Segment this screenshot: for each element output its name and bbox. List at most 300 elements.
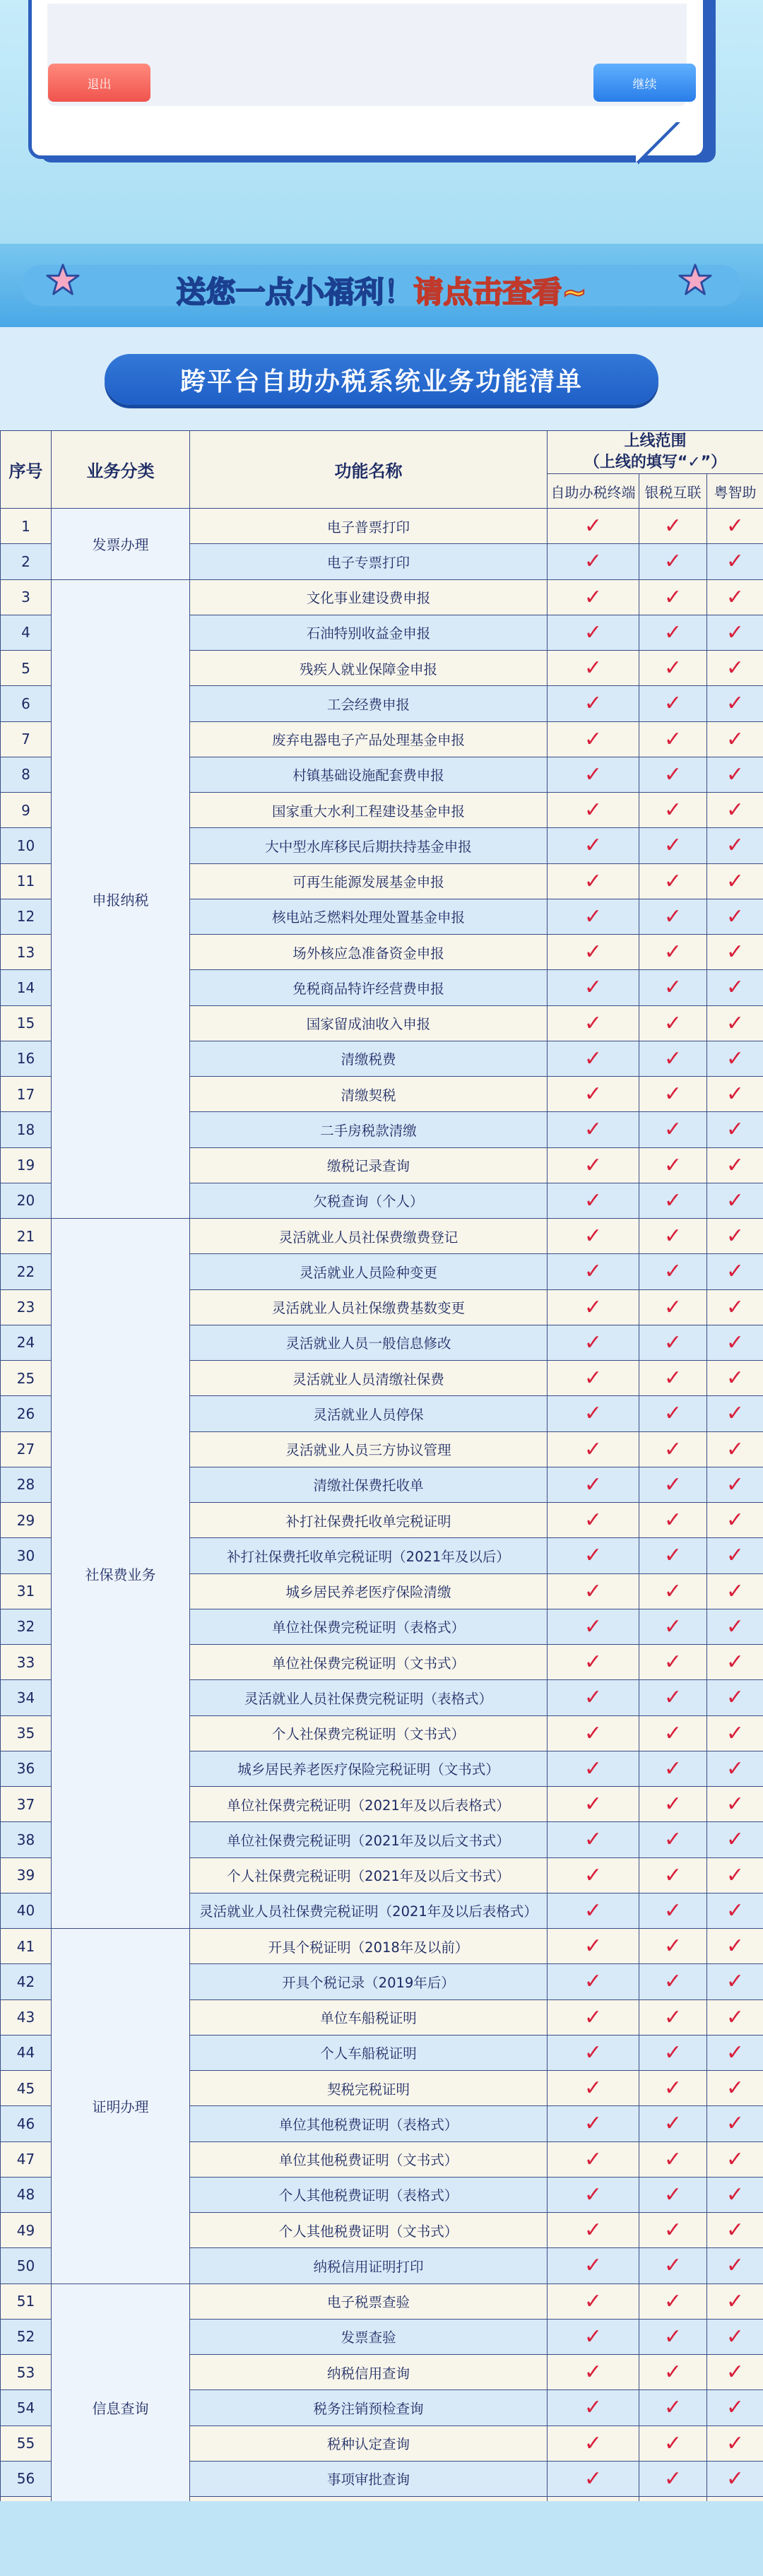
exit-button[interactable]: 退出 — [48, 64, 150, 102]
function-name: 灵活就业人员清缴社保费 — [190, 1361, 548, 1396]
check-mark-icon: ✓ — [639, 1929, 707, 1964]
check-mark-icon: ✓ — [548, 1183, 639, 1218]
row-number: 32 — [1, 1609, 52, 1644]
row-number: 18 — [1, 1112, 52, 1147]
check-mark-icon: ✓ — [548, 1041, 639, 1076]
check-mark-icon: ✓ — [639, 970, 707, 1005]
continue-button[interactable]: 继续 — [593, 64, 696, 102]
check-mark-icon: ✓ — [548, 686, 639, 721]
check-mark-icon: ✓ — [639, 579, 707, 615]
check-mark-icon: ✓ — [548, 2141, 639, 2177]
check-mark-icon: ✓ — [548, 721, 639, 757]
check-mark-icon: ✓ — [707, 1361, 763, 1396]
row-number: 11 — [1, 863, 52, 899]
check-mark-icon: ✓ — [639, 2106, 707, 2141]
check-mark-icon: ✓ — [707, 1005, 763, 1041]
check-mark-icon: ✓ — [707, 1467, 763, 1502]
check-mark-icon: ✓ — [548, 1609, 639, 1644]
header-range-line2: （上线的填写“✓”） — [584, 454, 727, 471]
check-mark-icon: ✓ — [548, 1999, 639, 2035]
check-mark-icon: ✓ — [639, 1822, 707, 1857]
check-mark-icon: ✓ — [707, 1538, 763, 1573]
check-mark-icon: ✓ — [707, 1147, 763, 1183]
check-mark-icon: ✓ — [548, 1361, 639, 1396]
check-mark-icon: ✓ — [707, 1077, 763, 1112]
check-mark-icon: ✓ — [639, 935, 707, 970]
row-number: 3 — [1, 579, 52, 615]
check-mark-icon: ✓ — [639, 1219, 707, 1254]
check-mark-icon: ✓ — [548, 863, 639, 899]
row-number: 12 — [1, 899, 52, 934]
function-name: 国家留成油收入申报 — [190, 1005, 548, 1041]
function-name: 开具个税记录（2019年后） — [190, 1964, 548, 1999]
check-mark-icon: ✓ — [707, 1929, 763, 1964]
function-name: 灵活就业人员社保费缴费登记 — [190, 1219, 548, 1254]
header-channel-bank: 银税互联 — [639, 474, 707, 509]
row-number: 10 — [1, 828, 52, 863]
function-name: 单位其他税费证明（表格式） — [190, 2106, 548, 2141]
row-number: 54 — [1, 2390, 52, 2426]
row-number: 5 — [1, 651, 52, 686]
row-number: 24 — [1, 1325, 52, 1360]
check-mark-icon: ✓ — [639, 2213, 707, 2248]
check-mark-icon: ✓ — [707, 2319, 763, 2354]
check-mark-icon: ✓ — [639, 1041, 707, 1076]
check-mark-icon: ✓ — [548, 2355, 639, 2390]
row-number: 51 — [1, 2283, 52, 2319]
row-number: 15 — [1, 1005, 52, 1041]
function-name: 开具个税证明（2018年及以前） — [190, 1929, 548, 1964]
function-name: 单位其他税费证明（文书式） — [190, 2141, 548, 2177]
check-mark-icon: ✓ — [548, 1219, 639, 1254]
check-mark-icon: ✓ — [639, 2283, 707, 2319]
check-mark-icon: ✓ — [707, 1219, 763, 1254]
check-mark-icon: ✓ — [707, 2390, 763, 2426]
row-number: 27 — [1, 1431, 52, 1467]
function-name: 单位车船税证明 — [190, 1999, 548, 2035]
check-mark-icon: ✓ — [639, 1183, 707, 1218]
row-number: 45 — [1, 2071, 52, 2106]
check-mark-icon: ✓ — [548, 1822, 639, 1857]
check-mark-icon: ✓ — [548, 1147, 639, 1183]
function-name: 清缴社保费托收单 — [190, 1467, 548, 1502]
check-mark-icon: ✓ — [639, 686, 707, 721]
header-range-line1: 上线范围 — [624, 432, 687, 450]
function-name: 城乡居民养老医疗保险清缴 — [190, 1573, 548, 1609]
check-mark-icon: ✓ — [548, 1325, 639, 1360]
table-title: 跨平台自助办税系统业务功能清单 — [105, 354, 658, 405]
check-mark-icon: ✓ — [639, 2248, 707, 2283]
check-mark-icon: ✓ — [548, 970, 639, 1005]
row-number: 28 — [1, 1467, 52, 1502]
function-name: 单位社保费完税证明（2021年及以后表格式） — [190, 1787, 548, 1822]
function-name: 场外核应急准备资金申报 — [190, 935, 548, 970]
check-mark-icon: ✓ — [639, 721, 707, 757]
table-row — [1, 2283, 763, 2319]
check-mark-icon: ✓ — [639, 1538, 707, 1573]
row-number: 41 — [1, 1929, 52, 1964]
function-name: 灵活就业人员一般信息修改 — [190, 1325, 548, 1360]
check-mark-icon: ✓ — [707, 828, 763, 863]
header-name: 功能名称 — [190, 431, 548, 509]
check-mark-icon: ✓ — [639, 615, 707, 650]
check-mark-icon: ✓ — [639, 1857, 707, 1893]
check-mark-icon: ✓ — [548, 615, 639, 650]
check-mark-icon: ✓ — [548, 1573, 639, 1609]
function-name: 电子专票打印 — [190, 544, 548, 579]
check-mark-icon: ✓ — [707, 1183, 763, 1218]
check-mark-icon: ✓ — [639, 544, 707, 579]
banner-text — [0, 269, 763, 312]
check-mark-icon: ✓ — [707, 1396, 763, 1431]
star-icon — [678, 263, 712, 297]
check-mark-icon: ✓ — [707, 1999, 763, 2035]
function-name: 契税完税证明 — [190, 2071, 548, 2106]
check-mark-icon: ✓ — [639, 2390, 707, 2426]
check-mark-icon: ✓ — [548, 2426, 639, 2461]
check-mark-icon: ✓ — [548, 579, 639, 615]
check-mark-icon: ✓ — [707, 793, 763, 828]
check-mark-icon: ✓ — [707, 1715, 763, 1751]
check-mark-icon: ✓ — [707, 1893, 763, 1928]
function-name: 税务注销预检查询 — [190, 2390, 548, 2426]
row-number: 46 — [1, 2106, 52, 2141]
page-curl — [636, 120, 678, 163]
header-range — [548, 431, 763, 474]
check-mark-icon: ✓ — [707, 2355, 763, 2390]
check-mark-icon: ✓ — [707, 2071, 763, 2106]
check-mark-icon: ✓ — [707, 2283, 763, 2319]
check-mark-icon: ✓ — [548, 1254, 639, 1289]
check-mark-icon: ✓ — [707, 1751, 763, 1786]
check-mark-icon: ✓ — [639, 1715, 707, 1751]
check-mark-icon: ✓ — [548, 2035, 639, 2070]
check-mark-icon: ✓ — [639, 1787, 707, 1822]
promo-banner[interactable] — [0, 244, 763, 327]
check-mark-icon: ✓ — [548, 2283, 639, 2319]
row-number: 40 — [1, 1893, 52, 1928]
row-number: 23 — [1, 1289, 52, 1325]
row-number: 14 — [1, 970, 52, 1005]
row-number: 22 — [1, 1254, 52, 1289]
function-name: 补打社保费托收单完税证明 — [190, 1503, 548, 1538]
function-name: 工会经费申报 — [190, 686, 548, 721]
function-name: 免税商品特许经营费申报 — [190, 970, 548, 1005]
check-mark-icon: ✓ — [707, 1503, 763, 1538]
row-number: 39 — [1, 1857, 52, 1893]
check-mark-icon: ✓ — [707, 651, 763, 686]
row-number: 43 — [1, 1999, 52, 2035]
check-mark-icon: ✓ — [548, 1289, 639, 1325]
check-mark-icon: ✓ — [707, 863, 763, 899]
function-name: 纳税信用查询 — [190, 2355, 548, 2390]
function-name: 可再生能源发展基金申报 — [190, 863, 548, 899]
function-name: 国家重大水利工程建设基金申报 — [190, 793, 548, 828]
row-number: 8 — [1, 757, 52, 792]
banner-text-click[interactable]: 请点击查看~ — [413, 275, 587, 309]
check-mark-icon: ✓ — [548, 1715, 639, 1751]
function-name: 灵活就业人员险种变更 — [190, 1254, 548, 1289]
check-mark-icon: ✓ — [548, 1857, 639, 1893]
check-mark-icon: ✓ — [548, 1077, 639, 1112]
check-mark-icon: ✓ — [639, 1005, 707, 1041]
table-row — [1, 579, 763, 615]
row-number: 49 — [1, 2213, 52, 2248]
check-mark-icon: ✓ — [548, 1680, 639, 1715]
check-mark-icon: ✓ — [707, 1289, 763, 1325]
function-name: 灵活就业人员社保费完税证明（表格式） — [190, 1680, 548, 1715]
check-mark-icon: ✓ — [707, 2426, 763, 2461]
row-number: 56 — [1, 2461, 52, 2496]
check-mark-icon: ✓ — [707, 757, 763, 792]
check-mark-icon: ✓ — [548, 1787, 639, 1822]
function-name: 核电站乏燃料处理处置基金申报 — [190, 899, 548, 934]
table-row — [1, 1219, 763, 1254]
function-name: 灵活就业人员停保 — [190, 1396, 548, 1431]
check-mark-icon: ✓ — [548, 1964, 639, 1999]
check-mark-icon: ✓ — [639, 651, 707, 686]
function-name: 文化事业建设费申报 — [190, 579, 548, 615]
row-number: 42 — [1, 1964, 52, 1999]
check-mark-icon: ✓ — [707, 2213, 763, 2248]
check-mark-icon: ✓ — [639, 1573, 707, 1609]
check-mark-icon: ✓ — [548, 899, 639, 934]
check-mark-icon: ✓ — [639, 793, 707, 828]
check-mark-icon: ✓ — [548, 935, 639, 970]
check-mark-icon: ✓ — [548, 651, 639, 686]
check-mark-icon: ✓ — [639, 1751, 707, 1786]
check-mark-icon: ✓ — [707, 2177, 763, 2212]
function-name: 税种认定查询 — [190, 2426, 548, 2461]
check-mark-icon: ✓ — [707, 970, 763, 1005]
function-table — [0, 430, 763, 2532]
check-mark-icon: ✓ — [548, 1467, 639, 1502]
page-footer — [0, 2501, 763, 2576]
check-mark-icon: ✓ — [707, 1787, 763, 1822]
row-number: 21 — [1, 1219, 52, 1254]
row-number: 34 — [1, 1680, 52, 1715]
function-name: 石油特别收益金申报 — [190, 615, 548, 650]
check-mark-icon: ✓ — [707, 2461, 763, 2496]
check-mark-icon: ✓ — [639, 2355, 707, 2390]
check-mark-icon: ✓ — [548, 2248, 639, 2283]
check-mark-icon: ✓ — [548, 1538, 639, 1573]
check-mark-icon: ✓ — [639, 509, 707, 544]
row-number: 33 — [1, 1645, 52, 1680]
check-mark-icon: ✓ — [707, 686, 763, 721]
row-number: 4 — [1, 615, 52, 650]
function-name: 灵活就业人员社保缴费基数变更 — [190, 1289, 548, 1325]
header-channel-yuezhizhu: 粤智助 — [707, 474, 763, 509]
function-name: 单位社保费完税证明（表格式） — [190, 1609, 548, 1644]
row-number: 1 — [1, 509, 52, 544]
check-mark-icon: ✓ — [548, 544, 639, 579]
check-mark-icon: ✓ — [639, 863, 707, 899]
function-name: 灵活就业人员三方协议管理 — [190, 1431, 548, 1467]
check-mark-icon: ✓ — [548, 2390, 639, 2426]
row-number: 2 — [1, 544, 52, 579]
check-mark-icon: ✓ — [548, 1751, 639, 1786]
row-number: 36 — [1, 1751, 52, 1786]
check-mark-icon: ✓ — [548, 2461, 639, 2496]
function-name: 残疾人就业保障金申报 — [190, 651, 548, 686]
row-number: 48 — [1, 2177, 52, 2212]
check-mark-icon: ✓ — [707, 1822, 763, 1857]
check-mark-icon: ✓ — [639, 1645, 707, 1680]
header-category: 业务分类 — [52, 431, 190, 509]
category-cell: 信息查询 — [52, 2283, 190, 2532]
check-mark-icon: ✓ — [548, 1893, 639, 1928]
row-number: 31 — [1, 1573, 52, 1609]
check-mark-icon: ✓ — [548, 828, 639, 863]
check-mark-icon: ✓ — [707, 1964, 763, 1999]
check-mark-icon: ✓ — [707, 509, 763, 544]
function-name: 补打社保费托收单完税证明（2021年及以后） — [190, 1538, 548, 1573]
check-mark-icon: ✓ — [548, 757, 639, 792]
row-number: 44 — [1, 2035, 52, 2070]
function-name: 欠税查询（个人） — [190, 1183, 548, 1218]
check-mark-icon: ✓ — [548, 1005, 639, 1041]
check-mark-icon: ✓ — [548, 2106, 639, 2141]
function-name: 村镇基础设施配套费申报 — [190, 757, 548, 792]
star-icon — [46, 263, 80, 297]
function-list-panel — [0, 327, 763, 2576]
header-channel-terminal: 自助办税终端 — [548, 474, 639, 509]
function-name: 废弃电器电子产品处理基金申报 — [190, 721, 548, 757]
check-mark-icon: ✓ — [639, 1325, 707, 1360]
check-mark-icon: ✓ — [707, 2141, 763, 2177]
check-mark-icon: ✓ — [548, 2213, 639, 2248]
table-row — [1, 509, 763, 544]
function-name: 发票查验 — [190, 2319, 548, 2354]
function-name: 纳税信用证明打印 — [190, 2248, 548, 2283]
check-mark-icon: ✓ — [548, 1396, 639, 1431]
check-mark-icon: ✓ — [639, 1289, 707, 1325]
function-name: 单位社保费完税证明（2021年及以后文书式） — [190, 1822, 548, 1857]
check-mark-icon: ✓ — [707, 1857, 763, 1893]
check-mark-icon: ✓ — [707, 615, 763, 650]
row-number: 52 — [1, 2319, 52, 2354]
row-number: 19 — [1, 1147, 52, 1183]
check-mark-icon: ✓ — [707, 1609, 763, 1644]
row-number: 9 — [1, 793, 52, 828]
dialog-area — [0, 0, 763, 244]
check-mark-icon: ✓ — [707, 2106, 763, 2141]
row-number: 20 — [1, 1183, 52, 1218]
function-name: 缴税记录查询 — [190, 1147, 548, 1183]
function-name: 清缴税费 — [190, 1041, 548, 1076]
check-mark-icon: ✓ — [707, 579, 763, 615]
check-mark-icon: ✓ — [707, 1431, 763, 1467]
row-number: 7 — [1, 721, 52, 757]
check-mark-icon: ✓ — [707, 2035, 763, 2070]
row-number: 50 — [1, 2248, 52, 2283]
row-number: 55 — [1, 2426, 52, 2461]
function-name: 电子普票打印 — [190, 509, 548, 544]
function-name: 个人其他税费证明（文书式） — [190, 2213, 548, 2248]
check-mark-icon: ✓ — [639, 1431, 707, 1467]
table-row — [1, 1929, 763, 1964]
row-number: 37 — [1, 1787, 52, 1822]
check-mark-icon: ✓ — [639, 1680, 707, 1715]
category-cell: 发票办理 — [52, 509, 190, 580]
function-name: 事项审批查询 — [190, 2461, 548, 2496]
check-mark-icon: ✓ — [707, 1645, 763, 1680]
row-number: 47 — [1, 2141, 52, 2177]
check-mark-icon: ✓ — [639, 1467, 707, 1502]
check-mark-icon: ✓ — [707, 935, 763, 970]
check-mark-icon: ✓ — [639, 1112, 707, 1147]
function-name: 个人车船税证明 — [190, 2035, 548, 2070]
function-name: 二手房税款清缴 — [190, 1112, 548, 1147]
check-mark-icon: ✓ — [639, 1893, 707, 1928]
function-name: 大中型水库移民后期扶持基金申报 — [190, 828, 548, 863]
check-mark-icon: ✓ — [548, 1503, 639, 1538]
row-number: 16 — [1, 1041, 52, 1076]
check-mark-icon: ✓ — [639, 1147, 707, 1183]
check-mark-icon: ✓ — [639, 1609, 707, 1644]
check-mark-icon: ✓ — [639, 757, 707, 792]
check-mark-icon: ✓ — [639, 1077, 707, 1112]
check-mark-icon: ✓ — [548, 1431, 639, 1467]
row-number: 6 — [1, 686, 52, 721]
check-mark-icon: ✓ — [707, 899, 763, 934]
category-cell: 证明办理 — [52, 1929, 190, 2284]
check-mark-icon: ✓ — [707, 544, 763, 579]
check-mark-icon: ✓ — [639, 1964, 707, 1999]
row-number: 35 — [1, 1715, 52, 1751]
function-name: 灵活就业人员社保费完税证明（2021年及以后表格式） — [190, 1893, 548, 1928]
check-mark-icon: ✓ — [639, 1503, 707, 1538]
check-mark-icon: ✓ — [639, 1361, 707, 1396]
row-number: 13 — [1, 935, 52, 970]
check-mark-icon: ✓ — [548, 509, 639, 544]
function-name: 单位社保费完税证明（文书式） — [190, 1645, 548, 1680]
check-mark-icon: ✓ — [707, 1112, 763, 1147]
check-mark-icon: ✓ — [707, 1680, 763, 1715]
check-mark-icon: ✓ — [639, 1999, 707, 2035]
row-number: 30 — [1, 1538, 52, 1573]
check-mark-icon: ✓ — [639, 2461, 707, 2496]
check-mark-icon: ✓ — [548, 1645, 639, 1680]
check-mark-icon: ✓ — [639, 2035, 707, 2070]
check-mark-icon: ✓ — [707, 1254, 763, 1289]
function-name: 清缴契税 — [190, 1077, 548, 1112]
category-cell: 社保费业务 — [52, 1219, 190, 1929]
table-body — [1, 509, 763, 2532]
check-mark-icon: ✓ — [639, 2426, 707, 2461]
check-mark-icon: ✓ — [707, 1041, 763, 1076]
header-no: 序号 — [1, 431, 52, 509]
row-number: 29 — [1, 1503, 52, 1538]
function-name: 电子税票查验 — [190, 2283, 548, 2319]
category-cell: 申报纳税 — [52, 579, 190, 1219]
check-mark-icon: ✓ — [548, 2071, 639, 2106]
row-number: 38 — [1, 1822, 52, 1857]
check-mark-icon: ✓ — [707, 721, 763, 757]
check-mark-icon: ✓ — [639, 899, 707, 934]
row-number: 25 — [1, 1361, 52, 1396]
check-mark-icon: ✓ — [639, 1254, 707, 1289]
check-mark-icon: ✓ — [548, 2177, 639, 2212]
check-mark-icon: ✓ — [639, 1396, 707, 1431]
check-mark-icon: ✓ — [707, 1573, 763, 1609]
check-mark-icon: ✓ — [548, 793, 639, 828]
check-mark-icon: ✓ — [548, 1929, 639, 1964]
check-mark-icon: ✓ — [639, 2177, 707, 2212]
check-mark-icon: ✓ — [707, 1325, 763, 1360]
row-number: 17 — [1, 1077, 52, 1112]
